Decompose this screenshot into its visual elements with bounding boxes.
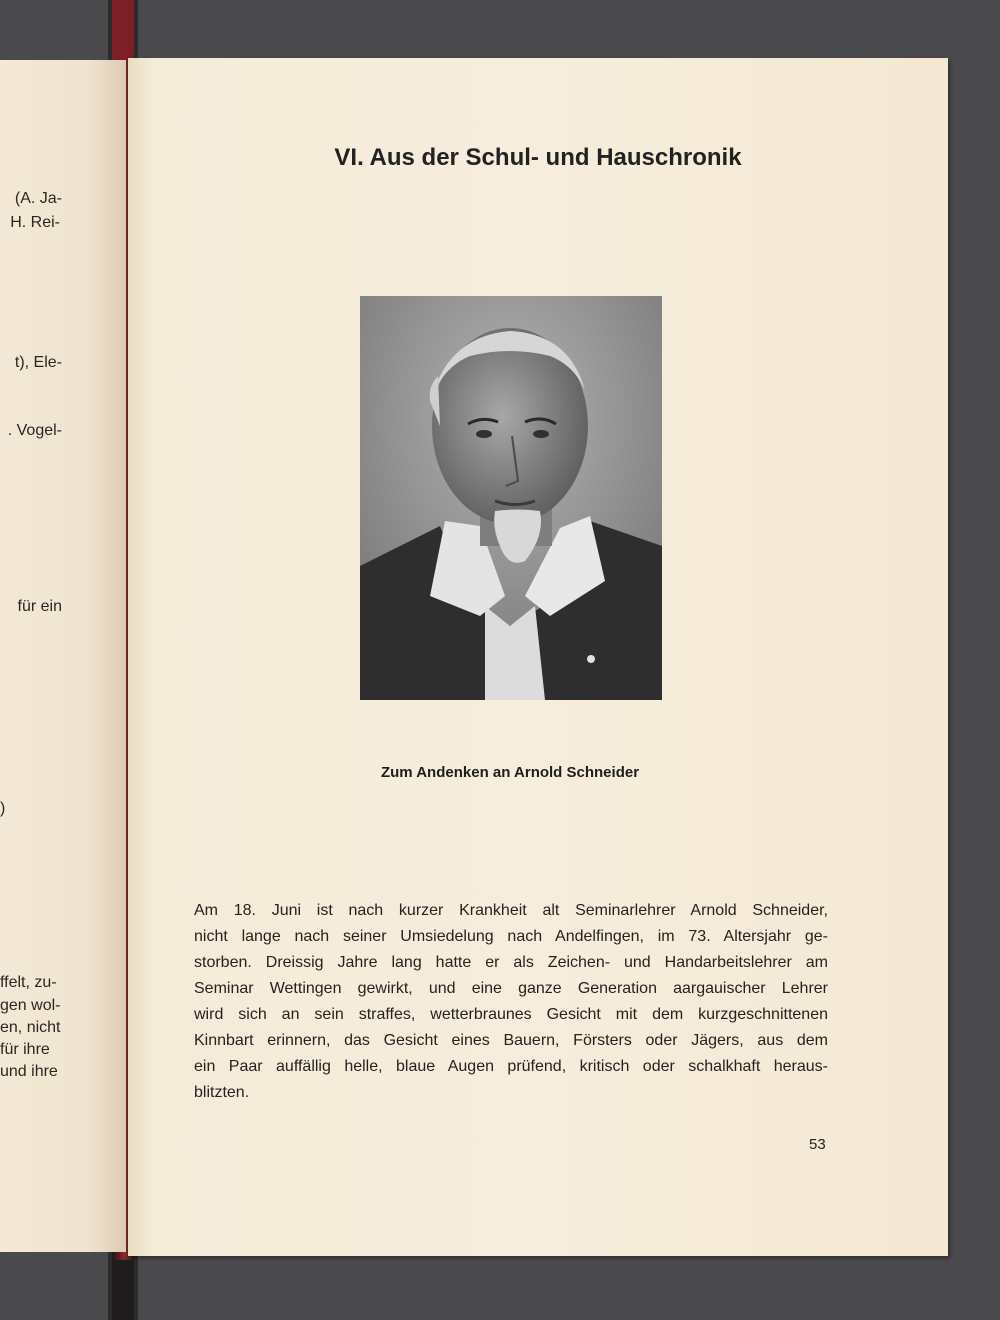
left-page-fragment: ffelt, zu- bbox=[0, 974, 57, 991]
portrait-photo bbox=[360, 296, 662, 700]
page-title: VI. Aus der Schul- und Hauschronik bbox=[334, 144, 742, 171]
left-page-fragment: für ihre bbox=[0, 1041, 50, 1058]
left-page-fragment: en, nicht bbox=[0, 1019, 61, 1036]
left-page-fragment: H. Rei- bbox=[10, 214, 60, 231]
body-line: storben. Dreissig Jahre lang hatte er als Zeichen- und Handarbeitslehrer am bbox=[194, 954, 828, 971]
body-line: Am 18. Juni ist nach kurzer Krankheit alt Seminarlehrer Arnold Schneider, bbox=[194, 902, 828, 919]
spine-cap-top bbox=[112, 0, 134, 60]
body-line: blitzten. bbox=[194, 1084, 250, 1101]
left-page-fragment: t), Ele- bbox=[14, 354, 62, 371]
body-line: Kinnbart erinnern, das Gesicht eines Bauern, Försters oder Jägers, aus dem bbox=[194, 1032, 828, 1049]
right-page bbox=[128, 58, 948, 1256]
body-line: wird sich an sein straffes, wetterbraunes Gesicht mit dem kurzgeschnittenen bbox=[194, 1006, 828, 1023]
body-line: nicht lange nach seiner Umsiedelung nach Andelfingen, im 73. Altersjahr ge- bbox=[194, 928, 828, 945]
left-page-fragment: ) bbox=[0, 800, 6, 817]
left-page-fragment: (A. Ja- bbox=[14, 190, 62, 207]
body-paragraph bbox=[194, 898, 828, 1106]
left-page-fragment: und ihre bbox=[0, 1063, 58, 1080]
page-number: 53 bbox=[809, 1136, 826, 1153]
left-page-fragment: . Vogel- bbox=[7, 422, 62, 439]
spine-cap-bottom bbox=[112, 1260, 134, 1320]
left-page bbox=[0, 60, 126, 1252]
body-line: Seminar Wettingen gewirkt, und eine ganze Generation aargauischer Lehrer bbox=[194, 980, 828, 997]
left-page-fragment: gen wol- bbox=[0, 997, 61, 1014]
photo-caption: Zum Andenken an Arnold Schneider bbox=[380, 764, 640, 781]
body-line: ein Paar auffällig helle, blaue Augen prüfend, kritisch oder schalkhaft heraus- bbox=[194, 1058, 828, 1075]
left-page-fragment: für ein bbox=[17, 598, 62, 615]
